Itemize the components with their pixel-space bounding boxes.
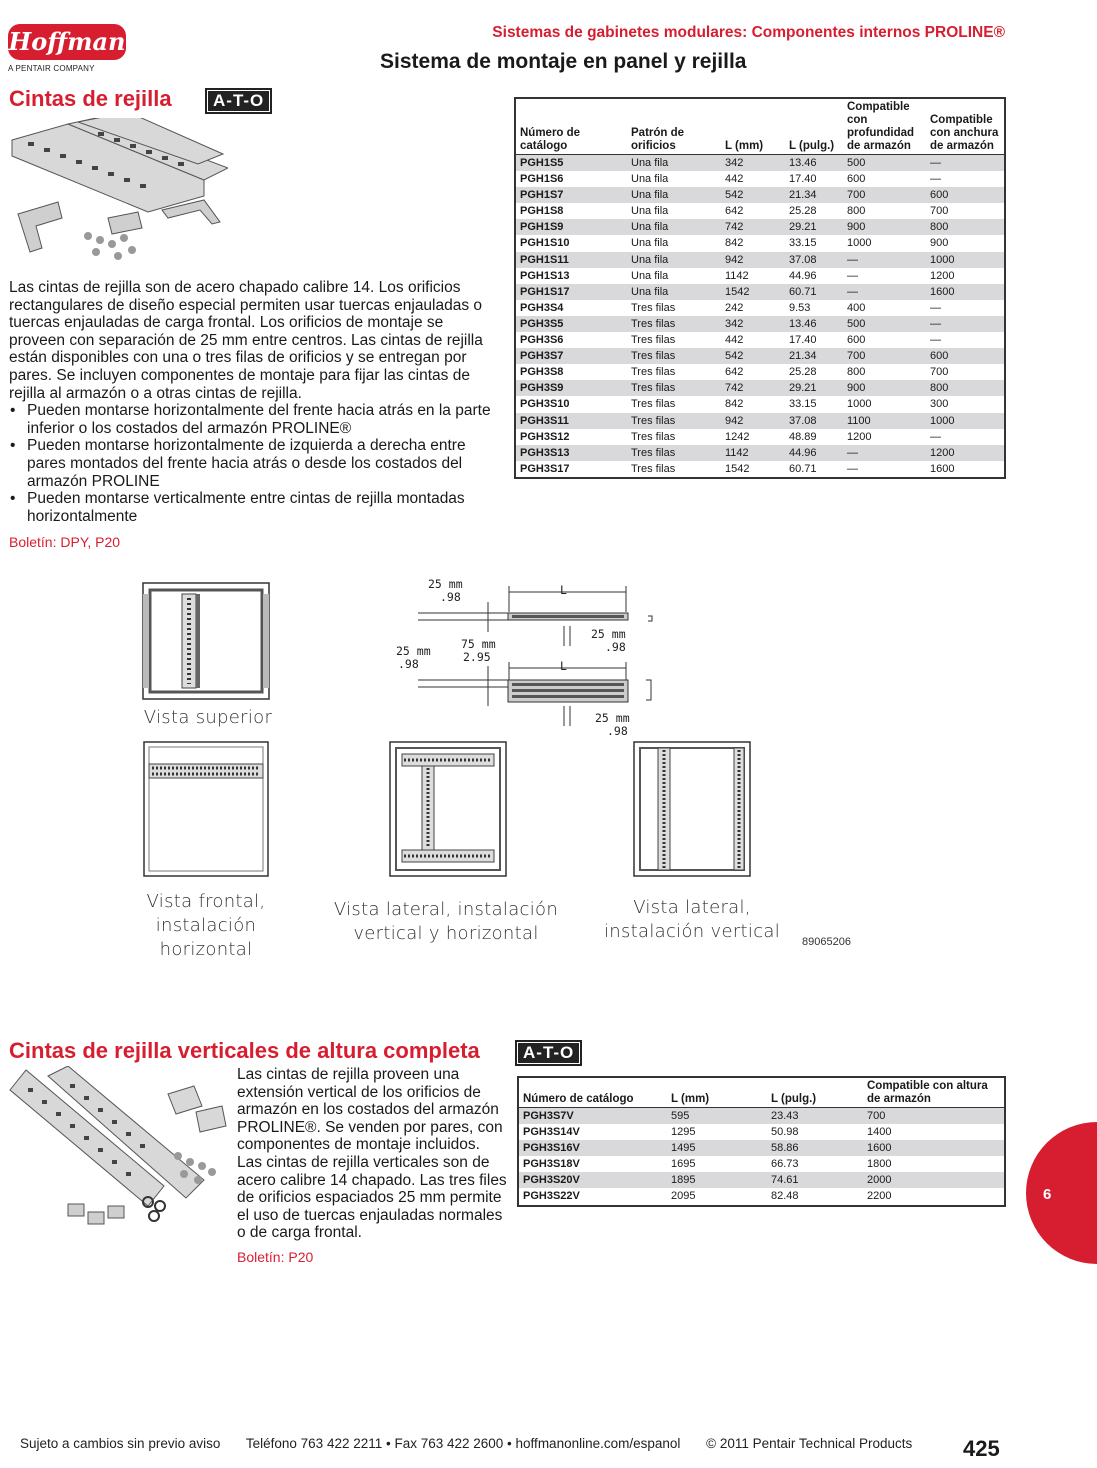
table-cell: 21.34 <box>785 187 843 203</box>
table-row <box>519 1140 1004 1156</box>
table-cell: Una fila <box>627 219 721 235</box>
figure-number: 89065206 <box>802 936 851 948</box>
table-row <box>516 413 1004 429</box>
table-cell: 25.28 <box>789 205 817 218</box>
section1-bulletin: Boletín: DPY, P20 <box>9 534 121 550</box>
table-row <box>516 300 1004 316</box>
caption-side-view-vertical <box>600 896 784 944</box>
table-cell: 942 <box>721 413 785 429</box>
table-cell: 1400 <box>867 1126 892 1139</box>
catalog-number-cell: PGH3S22V <box>523 1190 580 1203</box>
table-row <box>516 364 1004 380</box>
table-cell: 1000 <box>847 398 872 411</box>
table-cell: 342 <box>721 316 785 332</box>
table-cell: 1495 <box>667 1140 767 1156</box>
table-cell: Tres filas <box>631 398 676 411</box>
dim-label: 25 mm <box>396 644 431 658</box>
col-header: L (mm) <box>721 99 785 155</box>
catalog-number-cell: PGH1S10 <box>520 237 570 250</box>
table-cell: Tres filas <box>631 462 676 475</box>
col-header: L (mm) <box>667 1078 767 1108</box>
catalog-number-cell: PGH1S6 <box>520 173 564 186</box>
catalog-number-cell: PGH3S7V <box>519 1108 667 1125</box>
table-cell: 48.89 <box>789 430 817 443</box>
col-header: L (pulg.) <box>767 1078 863 1108</box>
table-cell: 1542 <box>725 462 750 475</box>
table-cell: Tres filas <box>631 366 676 379</box>
table-cell: 942 <box>721 252 785 268</box>
table-cell: 600 <box>926 187 1004 203</box>
table-body <box>516 155 1004 477</box>
table-cell: Una fila <box>627 252 721 268</box>
table-cell: Tres filas <box>627 445 721 461</box>
section2-description: Las cintas de rejilla proveen una extensión vertical de los orificios de armazón en los costados del armazón PROLINE®. Se venden por pares, con componentes de montaje incluidos. Las cintas de rejilla verticales son de acero calibre 14 chapado. Las tres files de orificios espaciados 25 mm permite el uso de tuercas enjauladas normales o de carga frontal. <box>237 1066 507 1242</box>
page-title: Sistema de montaje en panel y rejilla <box>380 50 747 73</box>
table-cell: 542 <box>721 187 785 203</box>
table-cell: Una fila <box>631 173 669 186</box>
table-cell: Tres filas <box>631 430 676 443</box>
section2-title: Cintas de rejilla verticales de altura completa <box>9 1038 480 1063</box>
table-cell: 742 <box>721 219 785 235</box>
catalog-number-cell: PGH3S12 <box>520 430 570 443</box>
table-cell: 1295 <box>671 1126 696 1139</box>
table-cell: Una fila <box>631 205 669 218</box>
table-cell: — <box>926 316 1004 332</box>
table-cell: 500 <box>843 155 926 172</box>
catalog-number-cell: PGH3S13 <box>516 445 627 461</box>
table-cell: — <box>847 269 858 282</box>
table-cell: 700 <box>863 1108 1004 1125</box>
table-cell: 842 <box>725 398 744 411</box>
caption-line: Vista lateral, <box>633 897 751 918</box>
table-cell: 58.86 <box>767 1140 863 1156</box>
table-cell: 742 <box>721 380 785 396</box>
catalog-number-cell: PGH3S9 <box>516 380 627 396</box>
table-row <box>516 348 1004 364</box>
col-header: Número de catálogo <box>519 1078 667 1108</box>
table-cell: 66.73 <box>771 1158 799 1171</box>
catalog-number-cell: PGH3S16V <box>519 1140 667 1156</box>
table-cell: 50.98 <box>771 1126 799 1139</box>
table-cell: 1200 <box>926 445 1004 461</box>
logo-tagline: A PENTAIR COMPANY <box>8 64 95 73</box>
table-row <box>516 445 1004 461</box>
catalog-number-cell: PGH3S5 <box>516 316 627 332</box>
table-cell: 2095 <box>671 1190 696 1203</box>
catalog-number-cell: PGH3S10 <box>520 398 570 411</box>
catalog-number-cell: PGH1S17 <box>516 284 627 300</box>
table-cell: 1242 <box>725 430 750 443</box>
table-cell: 700 <box>930 205 949 218</box>
table-cell: 242 <box>725 301 744 314</box>
table-cell: — <box>930 173 941 186</box>
table-cell: 74.61 <box>767 1172 863 1188</box>
dim-label: .98 <box>440 590 461 604</box>
table-cell: 1800 <box>867 1158 892 1171</box>
catalog-number-cell: PGH3S20V <box>519 1172 667 1188</box>
catalog-number-cell: PGH1S5 <box>516 155 627 172</box>
table-cell: 900 <box>843 219 926 235</box>
table-cell: Tres filas <box>627 316 721 332</box>
table-cell: — <box>843 284 926 300</box>
table-cell: — <box>930 301 941 314</box>
table-cell: Tres filas <box>627 380 721 396</box>
table-cell: 400 <box>847 301 866 314</box>
catalog-number-cell: PGH3S18V <box>523 1158 580 1171</box>
col-header: L (pulg.) <box>785 99 843 155</box>
table-cell: 2000 <box>863 1172 1004 1188</box>
chapter-tab <box>1026 1122 1097 1264</box>
table-cell: Tres filas <box>627 348 721 364</box>
table-row <box>516 203 1004 219</box>
catalog-number-cell: PGH3S7 <box>516 348 627 364</box>
table-cell: 500 <box>843 316 926 332</box>
table-row <box>516 235 1004 251</box>
table-cell: 2200 <box>867 1190 892 1203</box>
table-cell: 600 <box>847 173 866 186</box>
caption-line: vertical y horizontal <box>353 923 539 944</box>
caption-front-view <box>138 890 274 962</box>
footer-contact: Teléfono 763 422 2211 • Fax 763 422 2600 • hoffmanonline.com/espanol <box>245 1436 681 1451</box>
table-row <box>516 396 1004 412</box>
table-cell: 1895 <box>667 1172 767 1188</box>
footer-notice: Sujeto a cambios sin previo aviso <box>20 1436 221 1451</box>
col-header: Patrón de orificios <box>627 99 721 155</box>
table-cell: 17.40 <box>789 173 817 186</box>
table-cell: Una fila <box>627 187 721 203</box>
table-cell: 1200 <box>847 430 872 443</box>
section1-paragraph: Las cintas de rejilla son de acero chapado calibre 14. Los orificios rectangulares de diseño especial permiten usar tuercas enjauladas o tuercas enjauladas de carga frontal. Los orificios de montaje se proveen con separación de 25 mm entre centros. Las cintas de rejilla están disponibles con una o tres filas de orificios y se entregan por pares. Se incluyen componentes de montaje para fijar las cintas de rejilla al armazón o a otras cintas de rejilla. <box>9 279 483 402</box>
table-cell: 800 <box>926 380 1004 396</box>
table-row <box>516 284 1004 300</box>
table-body <box>519 1108 1004 1205</box>
table-cell: 842 <box>725 237 744 250</box>
catalog-number-cell: PGH3S4 <box>520 301 564 314</box>
section1-title: Cintas de rejilla <box>9 86 172 111</box>
dim-label: .98 <box>398 657 419 671</box>
dim-label: .98 <box>605 640 626 654</box>
table-cell: Tres filas <box>631 301 676 314</box>
table-cell: 700 <box>843 348 926 364</box>
section1-description <box>9 279 491 525</box>
col-header: Compatible con anchura de armazón <box>926 99 1004 155</box>
table-cell: — <box>843 252 926 268</box>
bullet-item: • Pueden montarse horizontalmente del frente hacia atrás en la parte inferior o los costados del armazón PROLINE® <box>27 402 491 437</box>
table-cell: 800 <box>847 205 866 218</box>
catalog-number-cell: PGH3S14V <box>523 1126 580 1139</box>
chapter-number: 6 <box>1043 1186 1052 1203</box>
table-cell: 17.40 <box>789 334 817 347</box>
table-cell: 595 <box>667 1108 767 1125</box>
table-cell: 1542 <box>721 284 785 300</box>
table-cell: — <box>926 155 1004 172</box>
dim-label: 2.95 <box>463 650 491 664</box>
table-cell: 1600 <box>926 284 1004 300</box>
table-cell: 29.21 <box>785 219 843 235</box>
section2-table <box>517 1076 1006 1207</box>
table-cell: 13.46 <box>785 155 843 172</box>
table-row <box>519 1156 1004 1172</box>
table-cell: 642 <box>725 205 744 218</box>
caption-line: horizontal <box>159 939 253 960</box>
side-view-vertical-diagram <box>632 740 752 878</box>
header-category: Sistemas de gabinetes modulares: Componentes internos PROLINE® <box>492 24 1005 41</box>
table-cell: 1200 <box>930 269 955 282</box>
table-cell: 21.34 <box>785 348 843 364</box>
dim-label: 75 mm <box>461 637 496 651</box>
table-cell: — <box>843 445 926 461</box>
table-cell: 33.15 <box>789 237 817 250</box>
table-cell: 82.48 <box>771 1190 799 1203</box>
table-row <box>519 1188 1004 1204</box>
table-cell: 542 <box>721 348 785 364</box>
table-row <box>516 429 1004 445</box>
catalog-number-cell: PGH1S9 <box>516 219 627 235</box>
table-cell: 700 <box>930 366 949 379</box>
table-cell: 1100 <box>843 413 926 429</box>
grid-strip-product-image <box>8 118 228 268</box>
catalog-number-cell: PGH1S13 <box>520 269 570 282</box>
catalog-number-cell: PGH3S17 <box>520 462 570 475</box>
table-row <box>516 155 1004 172</box>
table-cell: — <box>930 430 941 443</box>
table-cell: 13.46 <box>785 316 843 332</box>
table-cell: 29.21 <box>785 380 843 396</box>
table-cell: 25.28 <box>789 366 817 379</box>
table-cell: 23.43 <box>767 1108 863 1125</box>
table-row <box>516 380 1004 396</box>
table-row <box>516 219 1004 235</box>
table-cell: 60.71 <box>785 284 843 300</box>
table-cell: 700 <box>843 187 926 203</box>
table-cell: 33.15 <box>789 398 817 411</box>
catalog-number-cell: PGH1S7 <box>516 187 627 203</box>
dim-label: .98 <box>607 724 628 738</box>
section1-table <box>514 97 1006 479</box>
catalog-number-cell: PGH3S6 <box>520 334 564 347</box>
table-row <box>516 461 1004 477</box>
side-view-both-diagram <box>388 740 508 878</box>
bullet-item: • Pueden montarse verticalmente entre cintas de rejilla montadas horizontalmente <box>27 490 491 525</box>
table-row <box>516 252 1004 268</box>
table-cell: 60.71 <box>789 462 817 475</box>
catalog-number-cell: PGH3S8 <box>520 366 564 379</box>
caption-line: instalación vertical <box>603 921 781 942</box>
bullet-item: • Pueden montarse horizontalmente de izquierda a derecha entre pares montados del frente hacia atrás o desde los costados del armazón PROLINE <box>27 437 491 490</box>
section1-bullets <box>9 402 491 525</box>
table-cell: 900 <box>930 237 949 250</box>
front-view-diagram <box>142 740 270 878</box>
section2-bulletin: Boletín: P20 <box>237 1249 314 1265</box>
table-cell: 642 <box>725 366 744 379</box>
caption-line: Vista frontal, <box>146 891 266 912</box>
table-cell: 9.53 <box>789 301 811 314</box>
caption-line: Vista lateral, instalación <box>333 899 559 920</box>
table-cell: 1600 <box>930 462 955 475</box>
table-cell: 1000 <box>926 252 1004 268</box>
catalog-table <box>519 1078 1004 1205</box>
table-cell: 1142 <box>725 269 749 282</box>
caption-line: instalación <box>155 915 257 936</box>
table-cell: 900 <box>843 380 926 396</box>
table-cell: — <box>847 462 858 475</box>
ato-badge: A-T-O <box>205 88 272 114</box>
col-header: Compatible con profundidad de armazón <box>843 99 926 155</box>
catalog-number-cell: PGH3S11 <box>516 413 627 429</box>
dim-label: 25 mm <box>595 711 630 725</box>
table-cell: 44.96 <box>789 269 817 282</box>
table-cell: Una fila <box>627 284 721 300</box>
table-cell: 342 <box>721 155 785 172</box>
hoffman-logo <box>8 24 126 73</box>
table-row <box>519 1172 1004 1188</box>
table-row <box>516 332 1004 348</box>
table-cell: 300 <box>930 398 949 411</box>
dim-label: L <box>560 659 567 673</box>
catalog-number-cell: PGH1S8 <box>520 205 564 218</box>
top-view-diagram <box>140 580 272 702</box>
catalog-number-cell: PGH1S11 <box>516 252 627 268</box>
dim-label: 25 mm <box>428 577 463 591</box>
table-cell: 600 <box>847 334 866 347</box>
table-row <box>516 316 1004 332</box>
table-cell: 800 <box>847 366 866 379</box>
table-cell: 37.08 <box>785 252 843 268</box>
table-cell: 1000 <box>847 237 872 250</box>
footer-copyright: © 2011 Pentair Technical Products <box>706 1436 913 1451</box>
table-cell: — <box>930 334 941 347</box>
table-cell: 1695 <box>671 1158 696 1171</box>
table-cell: 800 <box>926 219 1004 235</box>
ato-badge: A-T-O <box>515 1040 582 1066</box>
table-cell: Una fila <box>627 155 721 172</box>
table-cell: Una fila <box>631 269 669 282</box>
table-header-row <box>516 99 1004 155</box>
table-cell: 1600 <box>863 1140 1004 1156</box>
dim-label: L <box>560 583 567 597</box>
table-cell: 44.96 <box>785 445 843 461</box>
logo-badge: Hoffman <box>8 24 126 60</box>
col-header: Compatible con altura de armazón <box>863 1078 1004 1108</box>
table-cell: 1000 <box>926 413 1004 429</box>
catalog-table <box>516 99 1004 477</box>
table-cell: 37.08 <box>785 413 843 429</box>
table-row <box>516 268 1004 284</box>
table-cell: 442 <box>725 334 744 347</box>
table-cell: 442 <box>725 173 744 186</box>
caption-top-view: Vista superior <box>143 707 273 728</box>
table-row <box>516 171 1004 187</box>
table-cell: Tres filas <box>631 334 676 347</box>
table-cell: Tres filas <box>627 413 721 429</box>
col-header: Número de catálogo <box>516 99 627 155</box>
table-cell: 600 <box>926 348 1004 364</box>
table-row <box>516 187 1004 203</box>
table-cell: 1142 <box>721 445 785 461</box>
page-number: 425 <box>963 1436 1000 1461</box>
caption-side-view-both <box>330 898 562 946</box>
table-header-row <box>519 1078 1004 1108</box>
footer <box>20 1436 934 1451</box>
vertical-strip-product-image <box>8 1066 230 1232</box>
table-row <box>519 1108 1004 1125</box>
table-cell: Una fila <box>631 237 669 250</box>
dim-label: 25 mm <box>591 627 626 641</box>
table-row <box>519 1124 1004 1140</box>
